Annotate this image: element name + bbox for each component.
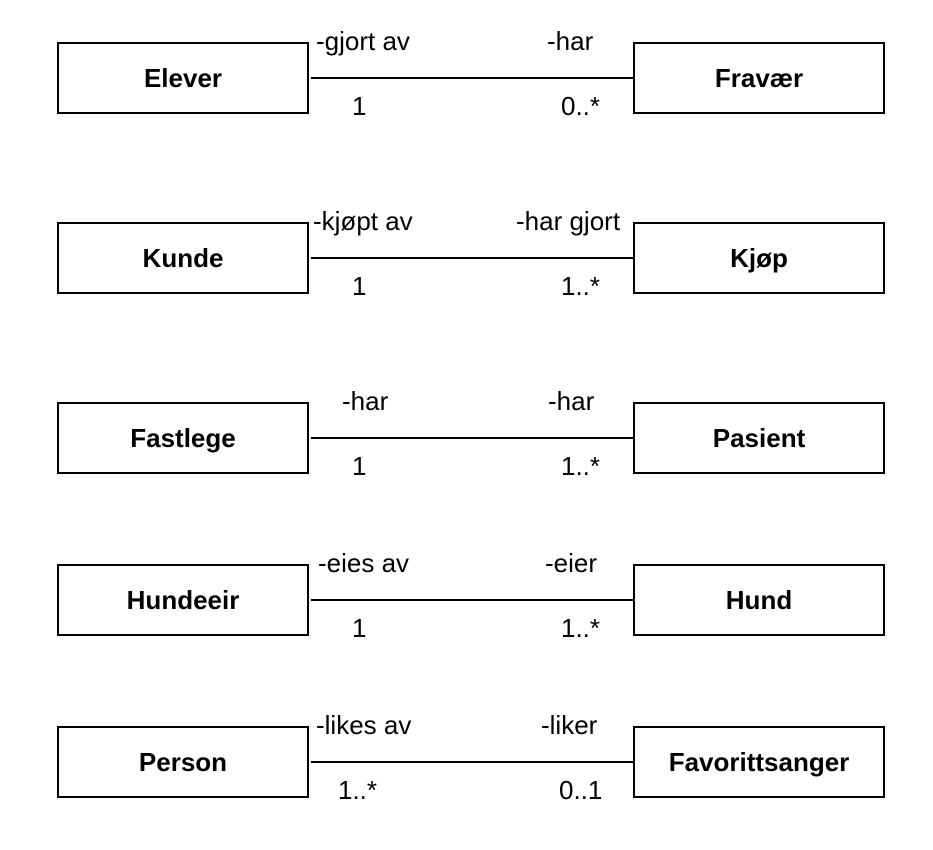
association-kunde-kjop: [0, 206, 933, 332]
association-fastlege-pasient: [0, 386, 933, 512]
right-multiplicity: 1..*: [561, 613, 601, 643]
association-line: [311, 599, 633, 601]
left-role-label: -gjort av: [316, 26, 410, 56]
class-box-hund[interactable]: Hund: [633, 564, 885, 636]
class-box-fastlege[interactable]: Fastlege: [57, 402, 309, 474]
left-multiplicity: 1..*: [338, 775, 378, 805]
left-role-label: -kjøpt av: [313, 206, 413, 236]
right-multiplicity: 0..*: [561, 91, 601, 121]
right-role-label: -har gjort: [516, 206, 621, 236]
left-multiplicity: 1: [352, 451, 367, 481]
association-line: [311, 257, 633, 259]
association-elever-fravaer: [0, 26, 933, 152]
class-box-person[interactable]: Person: [57, 726, 309, 798]
class-box-kunde[interactable]: Kunde: [57, 222, 309, 294]
association-hundeeir-hund: [0, 548, 933, 674]
right-role-label: -har: [548, 386, 595, 416]
left-multiplicity: 1: [352, 91, 367, 121]
association-person-favorittsanger: [0, 710, 933, 836]
class-box-favorittsanger[interactable]: Favorittsanger: [633, 726, 885, 798]
right-multiplicity: 0..1: [559, 775, 603, 805]
class-box-pasient[interactable]: Pasient: [633, 402, 885, 474]
association-line: [311, 761, 633, 763]
class-box-elever[interactable]: Elever: [57, 42, 309, 114]
association-line: [311, 77, 633, 79]
left-multiplicity: 1: [352, 271, 367, 301]
class-box-hundeeir[interactable]: Hundeeir: [57, 564, 309, 636]
association-line: [311, 437, 633, 439]
left-multiplicity: 1: [352, 613, 367, 643]
class-box-kjop[interactable]: Kjøp: [633, 222, 885, 294]
class-box-fravaer[interactable]: Fravær: [633, 42, 885, 114]
right-multiplicity: 1..*: [561, 271, 601, 301]
right-role-label: -har: [547, 26, 594, 56]
right-role-label: -liker: [541, 710, 598, 740]
right-multiplicity: 1..*: [561, 451, 601, 481]
right-role-label: -eier: [545, 548, 598, 578]
left-role-label: -likes av: [316, 710, 412, 740]
left-role-label: -har: [342, 386, 389, 416]
left-role-label: -eies av: [318, 548, 410, 578]
